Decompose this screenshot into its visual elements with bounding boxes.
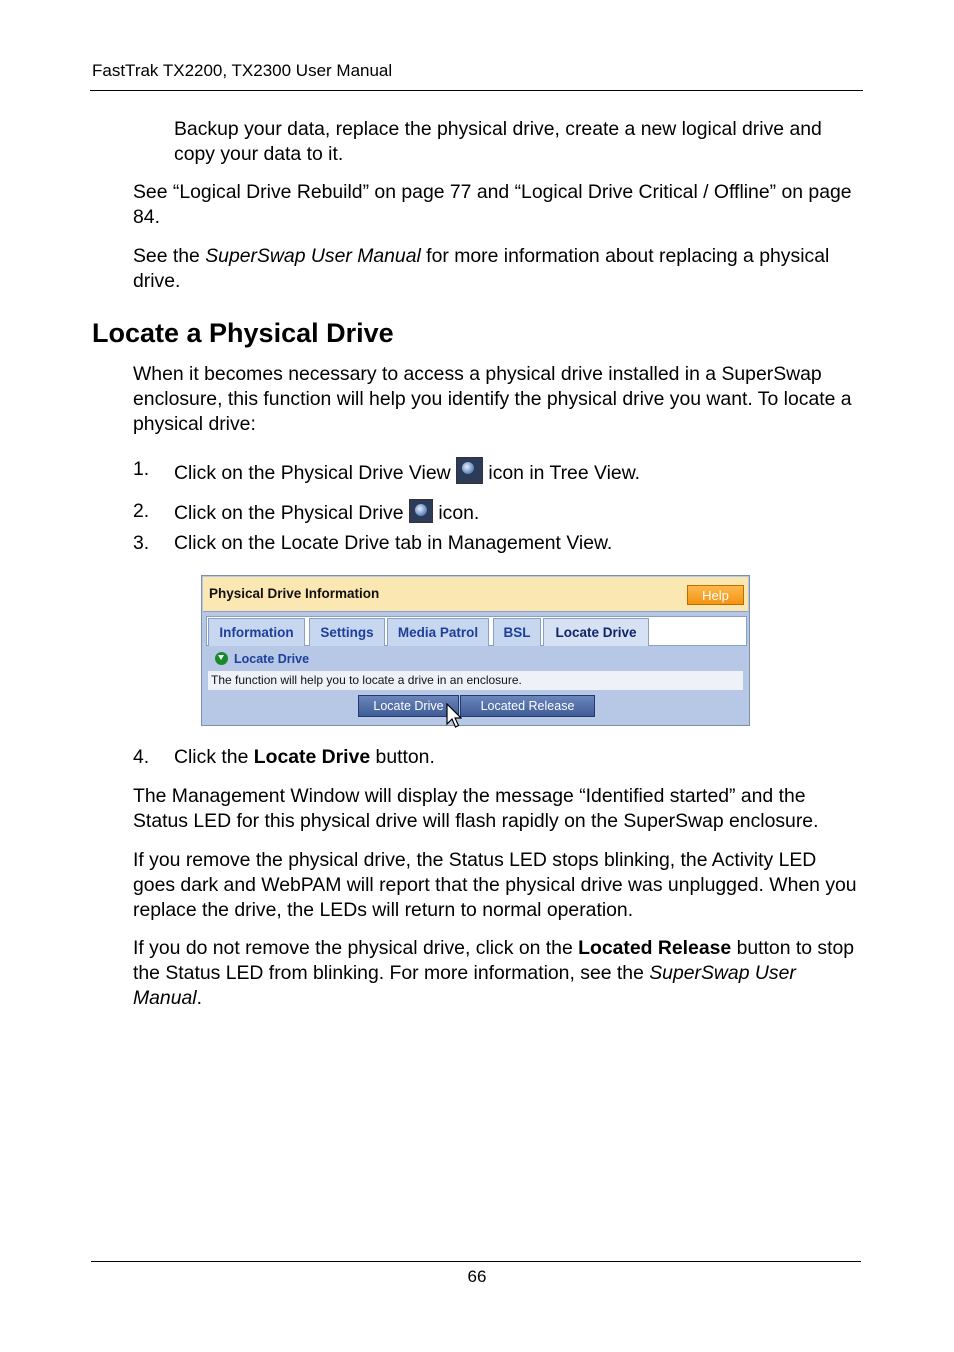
step-4: 4. Click the Locate Drive button. xyxy=(133,746,435,768)
step-1: 1. Click on the Physical Drive View icon in Tree View. xyxy=(133,458,641,484)
located-release-paragraph: If you do not remove the physical drive, click on the Located Release button to stop the Status LED from blinking. For more information, see the SuperSwap User Manual. xyxy=(133,937,855,1009)
tab-settings[interactable]: Settings xyxy=(309,618,385,646)
physical-drive-icon xyxy=(409,499,433,523)
remove-drive-paragraph: If you remove the physical drive, the Status LED stops blinking, the Activity LED goes dark and WebPAM will report that the physical drive was unplugged. When you replace the drive, the LEDs will return to normal operation. xyxy=(133,849,857,921)
tab-bsl[interactable]: BSL xyxy=(493,618,541,646)
panel-title: Physical Drive Information xyxy=(209,586,380,601)
footer-rule xyxy=(91,1261,861,1262)
step-3: 3. Click on the Locate Drive tab in Management View. xyxy=(133,532,613,554)
section-heading: Locate a Physical Drive xyxy=(92,318,394,348)
mouse-pointer-icon xyxy=(446,703,462,733)
intro-paragraph-3: See the SuperSwap User Manual for more information about replacing a physical drive. xyxy=(133,245,830,292)
locate-drive-section-label: Locate Drive xyxy=(215,652,309,666)
tab-media-patrol[interactable]: Media Patrol xyxy=(387,618,489,646)
header-rule xyxy=(90,90,863,91)
management-window-paragraph: The Management Window will display the message “Identified started” and the Status LED for this physical drive will flash rapidly on the SuperSwap enclosure. xyxy=(133,785,819,832)
function-description: The function will help you to locate a drive in an enclosure. xyxy=(208,671,743,690)
physical-drive-information-panel xyxy=(201,575,750,726)
panel-titlebar xyxy=(203,577,748,612)
step-2: 2. Click on the Physical Drive icon. xyxy=(133,500,480,524)
page-number: 66 xyxy=(467,1267,487,1286)
running-header: FastTrak TX2200, TX2300 User Manual xyxy=(92,61,393,80)
tab-bar xyxy=(206,616,747,646)
tab-information[interactable]: Information xyxy=(208,618,305,646)
located-release-button[interactable]: Located Release xyxy=(460,695,595,717)
locate-drive-button[interactable]: Locate Drive xyxy=(358,695,459,717)
manual-title: SuperSwap User Manual xyxy=(205,245,421,267)
help-button[interactable]: Help xyxy=(687,585,744,605)
intro-paragraph-2: See “Logical Drive Rebuild” on page 77 and “Logical Drive Critical / Offline” on page 84. xyxy=(133,181,852,228)
intro-paragraph-1: Backup your data, replace the physical drive, create a new logical drive and copy your data to it. xyxy=(174,118,822,165)
section-intro: When it becomes necessary to access a physical drive installed in a SuperSwap enclosure, this function will help you identify the physical drive you want. To locate a physical drive: xyxy=(133,363,852,435)
chevron-down-icon xyxy=(215,652,228,665)
physical-drive-view-icon xyxy=(456,457,483,484)
tab-locate-drive[interactable]: Locate Drive xyxy=(543,618,649,646)
